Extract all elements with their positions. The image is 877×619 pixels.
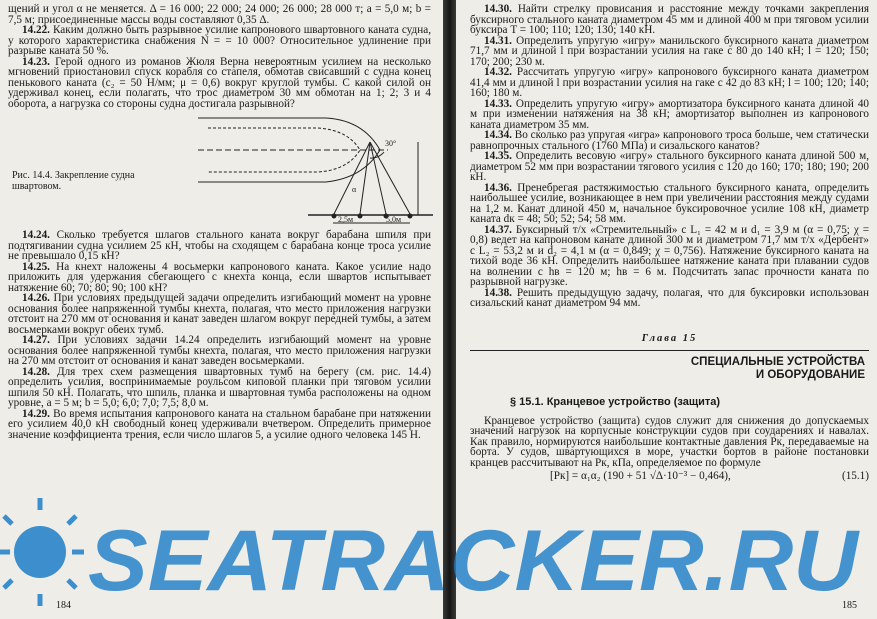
chapter-title-line-1: СПЕЦИАЛЬНЫЕ УСТРОЙСТВА — [690, 355, 865, 368]
problem-14-22 — [8, 25, 431, 57]
problem-number: 14.32. — [484, 66, 512, 78]
figure-14-4 — [8, 112, 431, 226]
problem-text: Определить весовую «игру» стального буксирного каната длиной 500 м, диаметром 52 мм при возрастании тягового усилия с 120 до 160; 170; 180; 190; 200 кН. — [470, 150, 869, 183]
problem-text: Найти стрелку провисания и расстояние между точками закрепления буксирного стального каната диаметром 45 мм и длиной 400 м при тяговом усилии буксира T = 100; 110; 120; 130; 140 кН. — [470, 3, 869, 36]
figure-caption: Рис. 14.4. Закрепление судна швартовом. — [12, 170, 135, 192]
problem-14-24 — [8, 230, 431, 262]
problem-text: Определить упругую «игру» манильского буксирного каната диаметром 71,7 мм и длиной l при возрастании усилия на гаке с 80 до 140 кН; l = 120; 150; 170; 200; 230 м. — [470, 34, 869, 68]
mooring-diagram — [148, 112, 433, 226]
book-gutter — [443, 0, 456, 619]
intro-text: щений и угол α не меняется. Δ = 16 000; 22 000; 24 000; 26 000; 28 000 т; a = 5,0 м; b = 7,5 м; присоединенные массы воды составляют 0,35 Δ. — [8, 3, 431, 26]
problem-14-38 — [470, 288, 869, 309]
problem-number: 14.25. — [22, 260, 50, 273]
bollard-1 — [332, 214, 337, 219]
chapter-rule — [470, 350, 869, 351]
problem-number: 14.38. — [484, 286, 512, 299]
problem-number: 14.31. — [484, 34, 512, 47]
page-number-left: 184 — [56, 600, 71, 611]
problem-number: 14.26. — [22, 292, 50, 304]
formula-15-1 — [550, 470, 869, 482]
alpha-label: α — [352, 185, 357, 194]
problem-14-33 — [470, 99, 869, 131]
bollard-2 — [358, 214, 363, 219]
formula-expression: [Pк] = α₁α₂ (190 + 51 √Δ·10⁻³ − 0,464), — [550, 470, 731, 482]
problem-text: Герой одного из романов Жюля Верна невероятным усилием на несколько мгновений приостановил спуск корабля со стапеля, обмотав свисавший с судна конец пенькового каната (c₂ = 50 Н/мм; μ = 0,6) вокруг круглой тумбы. С какой силой он удерживал конец, если полагать, что трос диаметром 30 мм обмотан на 1; 2; 3 и 4 оборота, а нагрузка со стороны судна достигала разрывной? — [8, 55, 432, 110]
problem-14-34 — [470, 130, 869, 151]
problem-number: 14.22. — [22, 24, 50, 36]
formula-number: (15.1) — [841, 470, 869, 482]
problem-text: Определить упругую «игру» амортизатора буксирного каната длиной 40 м при изменении натяжения на 38 кН; амортизатор выполнен из капронового каната диаметром 35 мм. — [470, 97, 870, 131]
problem-number: 14.30. — [484, 3, 512, 15]
angle-label: 30° — [385, 139, 397, 148]
problem-text: Пренебрегая растяжимостью стального буксирного каната, определить наибольшее усилие, возникающее в нем при увеличении расстояния между судами на 1,2 м. Канат длиной 450 м, начальное буксировочное усилие 108 кН, диаметр каната dк = 48; 50; 52; 54; 58 мм. — [470, 181, 870, 225]
problem-text: При условиях задачи 14.24 определить изгибающий момент на уровне основания более напряженной тумбы кнехта, полагая, что место приложения нагрузки на 270 мм отстоит от основания и канат заведен восьмерками. — [8, 334, 432, 367]
problem-14-37 — [470, 225, 869, 288]
problem-number: 14.28. — [22, 365, 50, 378]
problem-number: 14.33. — [484, 97, 512, 110]
problem-text: На кнехт наложены 4 восьмерки капронового каната. Какое усилие надо приложить для удержания сбегающего с кнехта конца, если швартов испытывает натяжение 60; 70; 80; 90; 100 кН? — [8, 260, 431, 294]
problem-14-36 — [470, 183, 869, 225]
chapter-title-line-2: И ОБОРУДОВАНИЕ — [755, 368, 865, 381]
problem-14-25 — [8, 262, 431, 294]
problem-14-35 — [470, 151, 869, 183]
problem-14-30 — [470, 4, 869, 36]
problem-text: Рассчитать упругую «игру» капронового буксирного каната диаметром 41,4 мм и длиной l при возрастании усилия на гаке с 42 до 83 кН; l = 100; 120; 140; 160; 180 м. — [470, 66, 869, 99]
problem-14-23 — [8, 57, 431, 110]
problem-number: 14.23. — [22, 55, 50, 68]
problem-14-31 — [470, 36, 869, 68]
section-text: Кранцевое устройство (защита) судов служит для снижения до допускаемых значений нагрузок на корпусные конструкции судов при соударениях и навалах. Как правило, нормируются наибольшие контактные давления Pк, передаваемые на борта. У судов, швартующихся в море, участки бортов в районе постановки кранцев рассчитывают на Pк, кПа, определяемое по формуле — [470, 414, 869, 469]
problem-text: Решить предыдущую задачу, полагая, что для буксировки использован сизальский канат диаметром 94 мм. — [470, 286, 869, 309]
problem-number: 14.37. — [484, 223, 512, 236]
problem-number: 14.27. — [22, 334, 50, 346]
problem-text: Во сколько раз упругая «игра» капронового троса больше, чем статически равнопрочных стального (1760 МПа) и сизальского канатов? — [470, 129, 870, 152]
problem-number: 14.29. — [22, 407, 50, 420]
problem-14-26 — [8, 293, 431, 335]
right-page — [456, 0, 877, 619]
dim-label-b: 5,0м — [386, 215, 402, 224]
problem-text: Сколько требуется шлагов стального каната вокруг барабана шпиля при подтягивании судна усилием 25 кН, чтобы на сходящем с барабана конце троса усилие не превышало 0,15 кН? — [8, 229, 432, 262]
problem-14-29 — [8, 409, 431, 441]
problem-number: 14.36. — [484, 181, 512, 194]
chapter-title — [470, 356, 865, 382]
problem-text: При условиях предыдущей задачи определить изгибающий момент на уровне основания более напряженной тумбы кнехта, полагая, что место приложения нагрузки отстоит на 270 мм от основания и канат заведен шлагом вокруг передней тумбы, а затем восьмерками вокруг обеих тумб. — [8, 292, 431, 336]
problem-text: Для трех схем размещения швартовных тумб на берегу (см. рис. 14.4) определить усилия, воспринимаемые роульсом киповой планки при тяговом усилии шпиля 50 кН. Полагать, что шпиль, планка и швартовная тумба расположены на одном уровне, a = 5 м; b = 5,0; 6,0; 7,0; 7,5; 8,0 м. — [8, 365, 431, 409]
problem-number: 14.35. — [484, 150, 512, 162]
problem-text: Каким должно быть разрывное усилие капронового швартовного каната судна, у которого характеристика снабжения N = = 10 000? Относительное удлинение при разрыве каната 50 %. — [8, 24, 431, 57]
watermark-text: SEATRACKER.RU — [88, 513, 860, 609]
mooring-line-4 — [370, 142, 410, 214]
problem-14-27 — [8, 335, 431, 367]
problem-number: 14.24. — [22, 229, 50, 241]
dim-label-a: 2,5м — [338, 215, 354, 224]
section-heading: § 15.1. Кранцевое устройство (защита) — [510, 395, 721, 408]
problem-text: Во время испытания капронового каната на стальном барабане при натяжении его усилием 40,0 кН свободный конец удерживали вчетвером. Определить примерное значение коэффициента трения, если число шлагов 5, а усилие одного человека 145 Н. — [8, 407, 432, 441]
page-number-right: 185 — [842, 600, 857, 611]
chapter-label: Глава 15 — [641, 332, 698, 344]
bollard-4 — [408, 214, 413, 219]
problem-14-32 — [470, 67, 869, 99]
problem-14-28 — [8, 367, 431, 409]
problem-number: 14.34. — [484, 129, 512, 141]
problem-text: Буксирный т/х «Стремительный» с L₁ = 42 м и d₁ = 3,9 м (α = 0,75; χ = 0,8) ведет на капроновом канате длиной 300 м и диаметром 71,7 мм т/х «Дербент» с L₂ = 53,2 м и d₂ = 4,1 м (α = 0,849; χ = 0,756). Натяжение буксирного каната на тихой воде 36 кН. Определить наибольшее натяжение каната при плавании судов на волнении с hв = 120 м; hв = 6 м. Подсчитать запас прочности каната по разрывной нагрузке. — [470, 223, 870, 288]
